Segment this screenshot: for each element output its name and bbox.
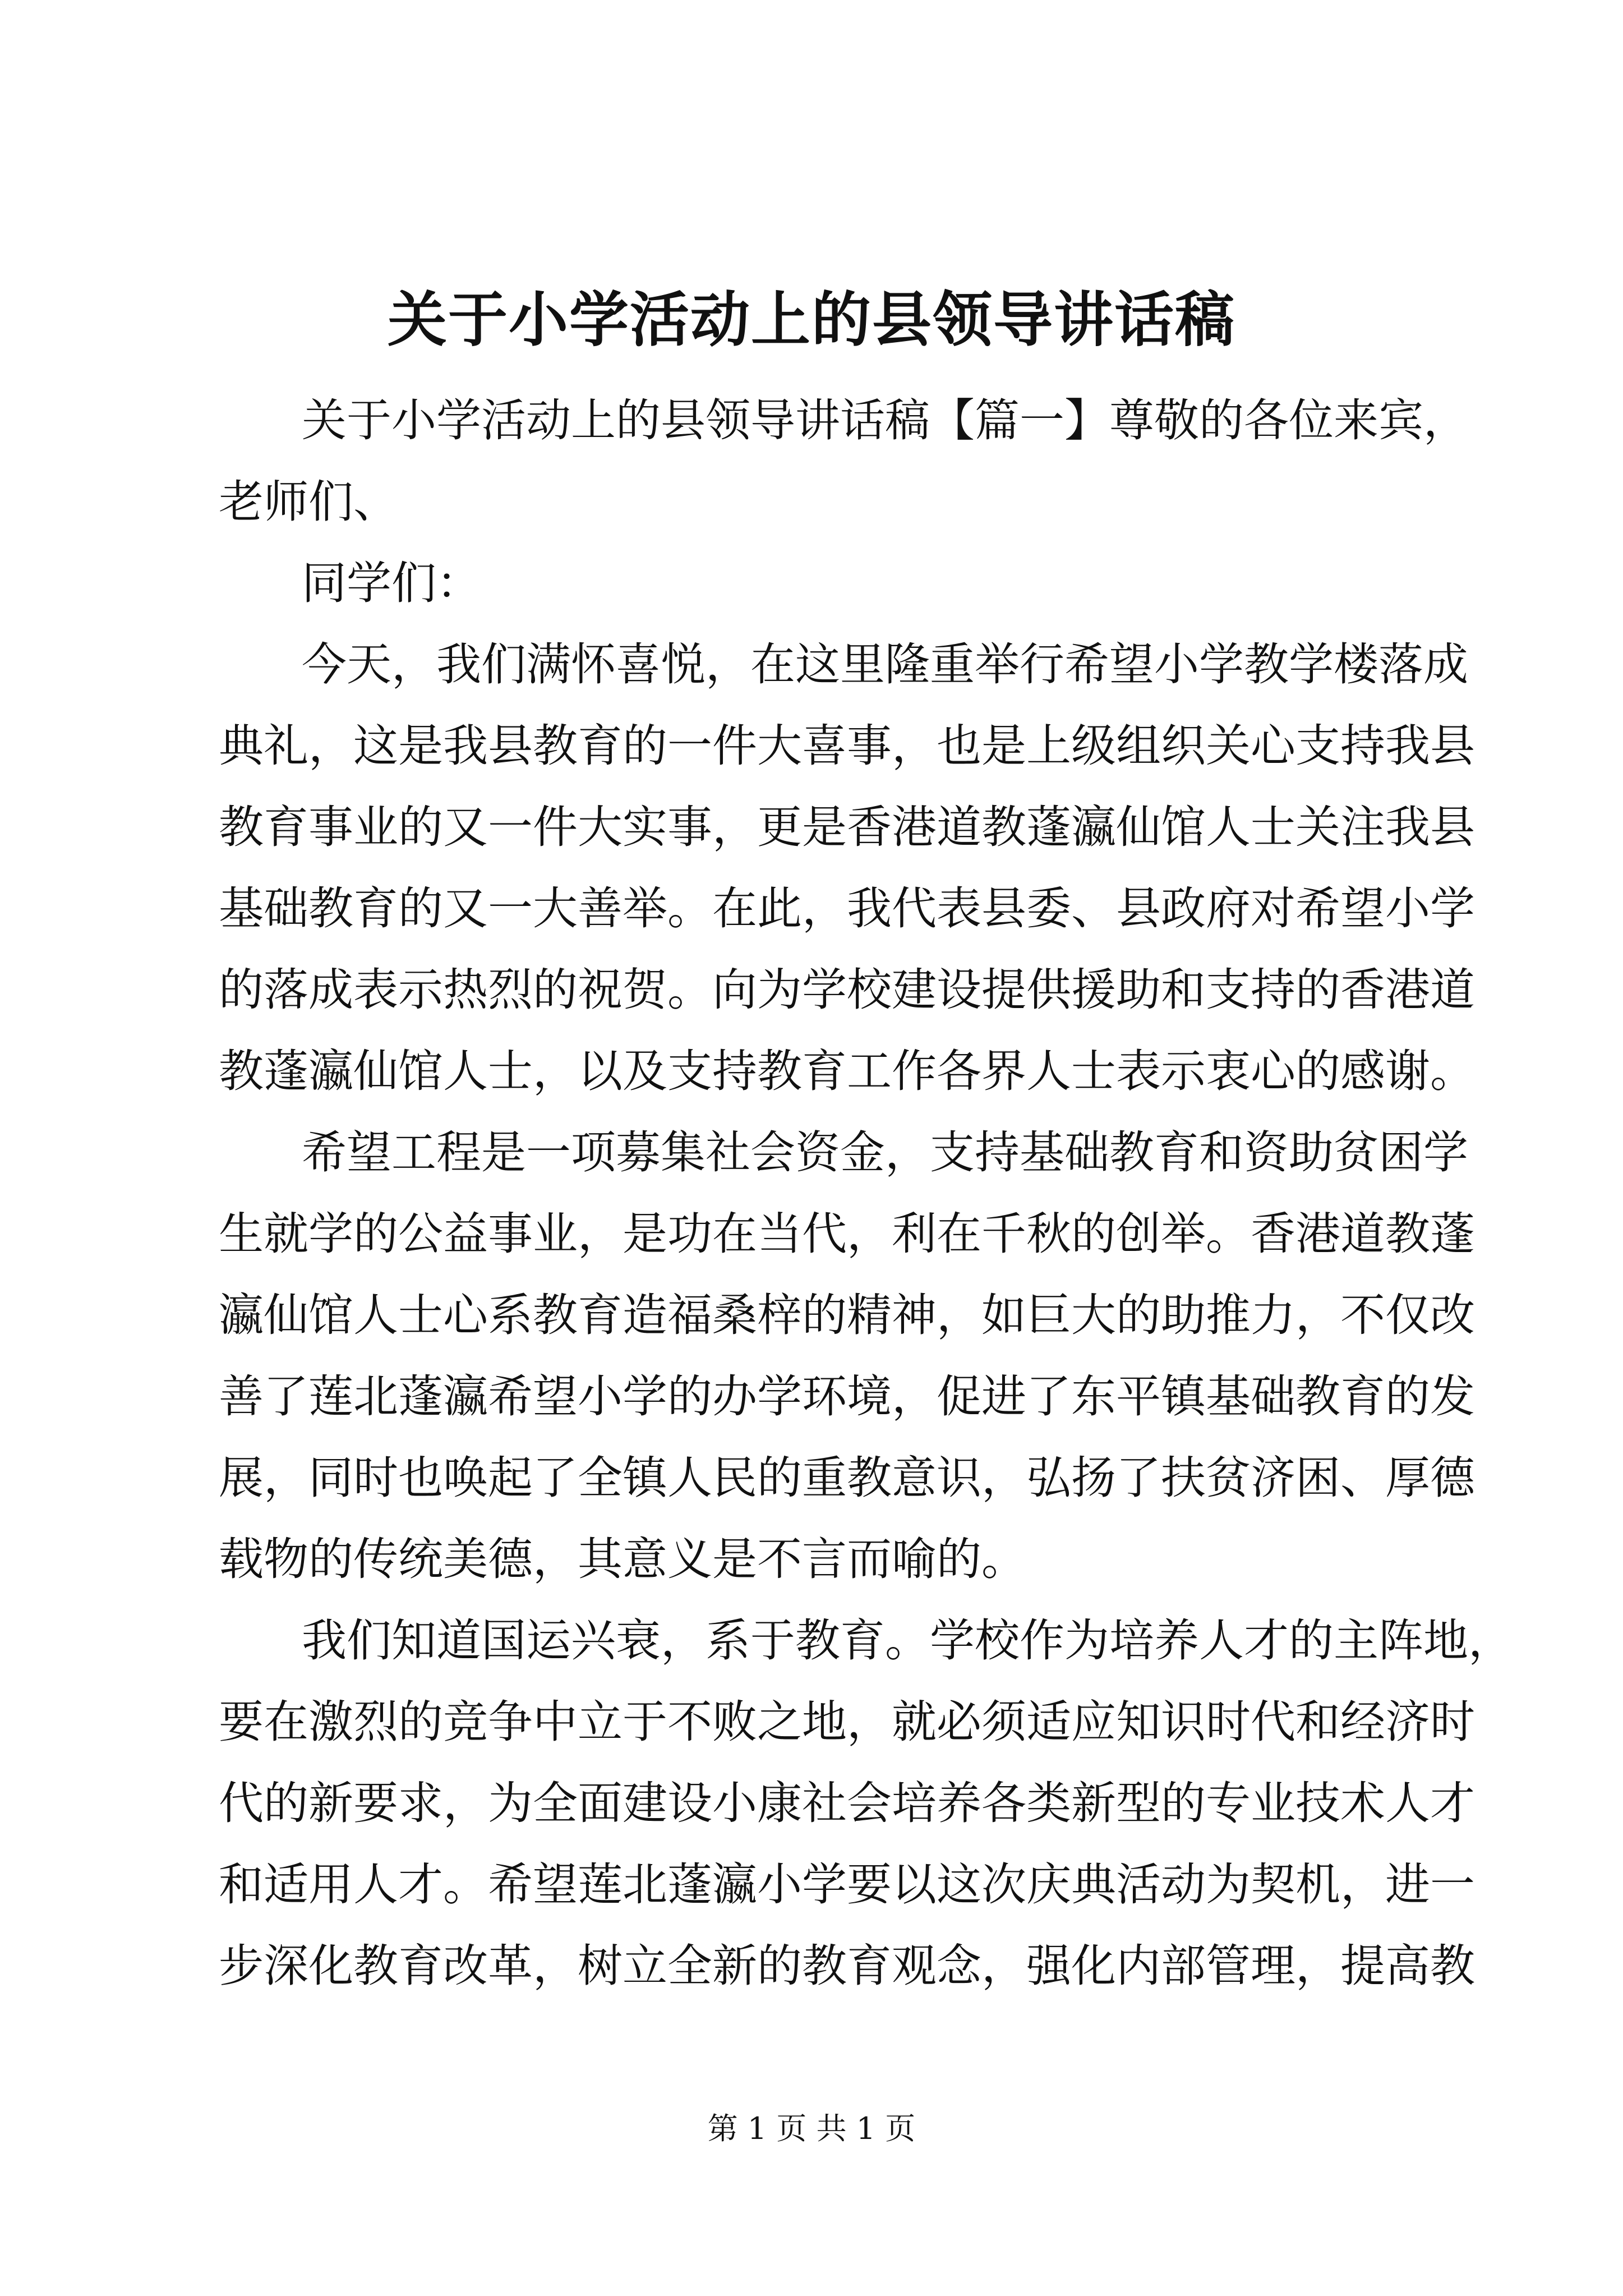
text-line: 善了莲北蓬瀛希望小学的办学环境，促进了东平镇基础教育的发 — [219, 1370, 1475, 1423]
page-number: 第 1 页 共 1 页 — [707, 2111, 916, 2146]
text-line: 代的新要求，为全面建设小康社会培养各类新型的专业技术人才 — [219, 1777, 1475, 1829]
text-line: 同学们： — [302, 557, 481, 609]
text-line: 老师们、 — [219, 476, 398, 528]
text-line: 教蓬瀛仙馆人士，以及支持教育工作各界人士表示衷心的感谢。 — [219, 1045, 1475, 1097]
text-line: 基础教育的又一大善举。在此，我代表县委、县政府对希望小学 — [219, 882, 1475, 935]
text-line: 教育事业的又一件大实事，更是香港道教蓬瀛仙馆人士关注我县 — [219, 801, 1475, 853]
text-line: 瀛仙馆人士心系教育造福桑梓的精神，如巨大的助推力，不仅改 — [219, 1289, 1475, 1341]
text-line: 生就学的公益事业，是功在当代，利在千秋的创举。香港道教蓬 — [219, 1208, 1475, 1260]
text-line: 要在激烈的竞争中立于不败之地，就必须适应知识时代和经济时 — [219, 1696, 1475, 1748]
text-line: 和适用人才。希望莲北蓬瀛小学要以这次庆典活动为契机，进一 — [219, 1858, 1475, 1911]
text-line: 典礼，这是我县教育的一件大喜事，也是上级组织关心支持我县 — [219, 720, 1475, 772]
text-line: 的落成表示热烈的祝贺。向为学校建设提供援助和支持的香港道 — [219, 964, 1475, 1016]
text-line: 步深化教育改革，树立全新的教育观念，强化内部管理，提高教 — [219, 1940, 1475, 1992]
document-title: 关于小学活动上的县领导讲话稿 — [388, 284, 1235, 355]
text-line: 希望工程是一项募集社会资金，支持基础教育和资助贫困学 — [302, 1126, 1468, 1179]
text-line: 展，同时也唤起了全镇人民的重教意识，弘扬了扶贫济困、厚德 — [219, 1452, 1475, 1504]
text-line: 关于小学活动上的县领导讲话稿【篇一】尊敬的各位来宾， — [302, 394, 1468, 447]
text-line: 我们知道国运兴衰，系于教育。学校作为培养人才的主阵地， — [302, 1614, 1513, 1667]
text-line: 载物的传统美德，其意义是不言而喻的。 — [219, 1533, 1026, 1585]
text-line: 今天，我们满怀喜悦，在这里隆重举行希望小学教学楼落成 — [302, 638, 1468, 691]
